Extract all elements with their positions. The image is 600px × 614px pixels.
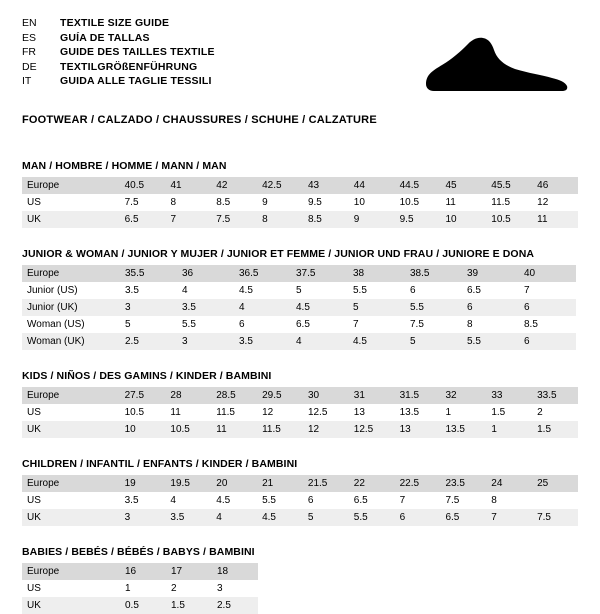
cell: 6.5 — [440, 509, 486, 526]
cell: 21 — [257, 475, 303, 492]
cell: 8.5 — [524, 318, 538, 330]
language-code: DE — [22, 60, 37, 73]
dress-shoe-icon — [382, 32, 572, 96]
row-label: UK — [22, 211, 120, 228]
cell: 9 — [262, 196, 268, 208]
cell: 43 — [303, 177, 349, 194]
table-row — [22, 265, 576, 282]
row-label: US — [27, 406, 41, 418]
cell: 10.5 — [124, 406, 145, 418]
cell: 46 — [532, 177, 578, 194]
table-row — [22, 299, 576, 316]
cell: 8 — [491, 494, 497, 506]
language-title: TEXTILE SIZE GUIDE — [60, 17, 170, 29]
row-label: US — [27, 582, 41, 594]
cell: 40 — [519, 265, 576, 282]
cell: 42.5 — [257, 177, 303, 194]
table-row — [22, 509, 578, 526]
row-label: US — [27, 196, 41, 208]
table-row — [22, 282, 576, 299]
cell: 16 — [120, 563, 166, 580]
row-label: US — [27, 494, 41, 506]
cell: 5.5 — [182, 318, 196, 330]
cell: 6 — [307, 494, 314, 506]
cell: 4.5 — [257, 509, 303, 526]
row-label: Woman (UK) — [22, 333, 120, 350]
cell: 11.5 — [491, 196, 511, 208]
cell: 3 — [177, 333, 234, 350]
cell: 36.5 — [234, 265, 291, 282]
cell: 31 — [349, 387, 395, 404]
cell: 12.5 — [307, 406, 328, 418]
section-man — [22, 160, 578, 228]
cell: 5 — [405, 333, 462, 350]
cell: 44.5 — [395, 177, 441, 194]
cell: 7.5 — [124, 196, 139, 208]
cell: 10.5 — [486, 211, 532, 228]
cell: 33 — [486, 387, 532, 404]
language-row — [22, 16, 215, 31]
cell: 5.5 — [405, 299, 462, 316]
cell: 1.5 — [166, 597, 212, 614]
cell: 39 — [462, 265, 519, 282]
cell: 22 — [349, 475, 395, 492]
cell: 8 — [467, 318, 473, 330]
cell: 2.5 — [120, 333, 177, 350]
cell: 8.5 — [216, 196, 231, 208]
cell: 3.5 — [177, 299, 234, 316]
cell: 1 — [445, 406, 452, 418]
language-code: IT — [22, 75, 32, 87]
cell: 18 — [212, 563, 258, 580]
size-table-junior-woman — [22, 265, 576, 350]
cell: 3.5 — [165, 509, 211, 526]
cell: 4.5 — [348, 333, 405, 350]
section-title: MAN / HOMBRE / HOMME / MANN / MAN — [22, 160, 227, 172]
cell: 19 — [120, 475, 166, 492]
cell: 1.5 — [532, 421, 578, 438]
cell: 4.5 — [239, 284, 253, 296]
cell: 13.5 — [440, 421, 486, 438]
cell: 3.5 — [234, 333, 291, 350]
row-label: Europe — [22, 387, 120, 404]
cell: 29.5 — [257, 387, 303, 404]
cell: 12 — [537, 196, 549, 208]
cell: 6.5 — [120, 211, 166, 228]
table-row — [22, 177, 578, 194]
cell: 4.5 — [291, 299, 348, 316]
cell: 7.5 — [211, 211, 257, 228]
cell: 9 — [349, 211, 395, 228]
size-table-kids — [22, 387, 578, 438]
cell: 10 — [440, 211, 486, 228]
table-row — [22, 475, 578, 492]
document-header — [22, 16, 578, 104]
section-junior-woman — [22, 248, 578, 350]
cell: 7 — [486, 509, 532, 526]
cell: 10.5 — [165, 421, 211, 438]
table-row — [22, 387, 578, 404]
row-label: Europe — [22, 177, 120, 194]
cell: 10 — [353, 196, 365, 208]
cell: 24 — [486, 475, 532, 492]
cell: 1 — [125, 582, 131, 594]
size-table-babies — [22, 563, 258, 614]
cell: 4 — [170, 494, 176, 506]
table-row — [22, 333, 576, 350]
cell: 11 — [445, 196, 456, 208]
cell: 2 — [537, 406, 543, 418]
cell: 3.5 — [125, 284, 139, 296]
cell: 17 — [166, 563, 212, 580]
cell: 5.5 — [262, 494, 276, 506]
cell: 11 — [532, 211, 578, 228]
cell: 12.5 — [349, 421, 395, 438]
section-title: JUNIOR & WOMAN / JUNIOR Y MUJER / JUNIOR ET FEMME / JUNIOR UND FRAU / JUNIORE E DONA — [22, 248, 535, 260]
cell: 41 — [165, 177, 211, 194]
cell: 1 — [486, 421, 532, 438]
cell: 33.5 — [532, 387, 578, 404]
language-code: EN — [22, 17, 37, 29]
cell: 5.5 — [462, 333, 519, 350]
cell: 21.5 — [303, 475, 349, 492]
cell: 30 — [303, 387, 349, 404]
cell: 6.5 — [353, 494, 368, 506]
cell: 44 — [349, 177, 395, 194]
cell: 4 — [211, 509, 257, 526]
language-title-body — [22, 16, 215, 89]
section-title: BABIES / BEBÉS / BÉBÉS / BABYS / BAMBINI — [22, 546, 255, 558]
cell: 6 — [395, 509, 441, 526]
size-table-children — [22, 475, 578, 526]
table-row — [22, 580, 258, 597]
cell: 2.5 — [212, 597, 258, 614]
cell: 38.5 — [405, 265, 462, 282]
cell: 8.5 — [303, 211, 349, 228]
cell: 1.5 — [491, 406, 506, 418]
cell: 6 — [462, 299, 519, 316]
cell: 19.5 — [165, 475, 211, 492]
cell: 8 — [257, 211, 303, 228]
cell: 7.5 — [410, 318, 424, 330]
cell: 3 — [120, 299, 177, 316]
row-label: Europe — [22, 265, 120, 282]
cell: 35.5 — [120, 265, 177, 282]
row-label: Junior (US) — [27, 284, 78, 296]
cell: 5 — [125, 318, 131, 330]
cell: 32 — [440, 387, 486, 404]
cell: 36 — [177, 265, 234, 282]
cell: 42 — [211, 177, 257, 194]
cell: 6 — [239, 318, 245, 330]
language-row — [22, 60, 215, 75]
language-title: GUIDE DES TAILLES TEXTILE — [60, 46, 215, 58]
cell: 4 — [291, 333, 348, 350]
cell: 7 — [353, 318, 359, 330]
cell: 23.5 — [440, 475, 486, 492]
cell: 4.5 — [216, 494, 231, 506]
language-row — [22, 74, 215, 89]
cell: 8 — [170, 196, 177, 208]
row-label: UK — [22, 597, 120, 614]
table-row — [22, 194, 578, 211]
cell: 13.5 — [399, 406, 420, 418]
cell: 7 — [399, 494, 406, 506]
cell: 37.5 — [291, 265, 348, 282]
size-table-body — [22, 177, 578, 228]
cell: 25 — [532, 475, 578, 492]
cell: 6.5 — [467, 284, 481, 296]
cell: 4 — [182, 284, 188, 296]
category-title: FOOTWEAR / CALZADO / CHAUSSURES / SCHUHE / CALZATURE — [22, 114, 377, 126]
cell: 10.5 — [399, 196, 420, 208]
cell: 38 — [348, 265, 405, 282]
cell: 4 — [234, 299, 291, 316]
table-row — [22, 404, 578, 421]
size-table-body — [22, 387, 578, 438]
cell: 6 — [410, 284, 416, 296]
table-row — [22, 563, 258, 580]
cell: 7.5 — [532, 509, 578, 526]
section-title: CHILDREN / INFANTIL / ENFANTS / KINDER / BAMBINI — [22, 458, 298, 470]
cell: 10 — [120, 421, 166, 438]
cell: 5.5 — [349, 509, 395, 526]
language-title-table — [22, 16, 215, 89]
row-label: Woman (US) — [27, 318, 85, 330]
section-babies — [22, 546, 578, 614]
cell: 7.5 — [445, 494, 460, 506]
cell: 0.5 — [120, 597, 166, 614]
row-label: Europe — [22, 563, 120, 580]
cell: 11 — [211, 421, 257, 438]
cell: 11 — [170, 406, 181, 418]
cell: 45 — [440, 177, 486, 194]
cell: 6 — [519, 333, 576, 350]
cell: 9.5 — [395, 211, 441, 228]
language-code: FR — [22, 46, 36, 58]
table-row — [22, 421, 578, 438]
cell: 3 — [217, 582, 223, 594]
language-row — [22, 45, 215, 60]
cell: 7 — [524, 284, 530, 296]
cell: 11.5 — [257, 421, 303, 438]
cell: 6 — [519, 299, 576, 316]
cell: 45.5 — [486, 177, 532, 194]
cell: 5.5 — [353, 284, 367, 296]
cell: 5 — [348, 299, 405, 316]
size-table-body — [22, 563, 258, 614]
table-row — [22, 211, 578, 228]
cell: 3.5 — [124, 494, 139, 506]
cell: 27.5 — [120, 387, 166, 404]
cell: 28.5 — [211, 387, 257, 404]
table-row — [22, 316, 576, 333]
cell: 22.5 — [395, 475, 441, 492]
row-label: Europe — [22, 475, 120, 492]
section-kids — [22, 370, 578, 438]
cell: 11.5 — [216, 406, 235, 418]
size-table-man — [22, 177, 578, 228]
size-table-body — [22, 475, 578, 526]
size-table-body — [22, 265, 576, 350]
row-label: Junior (UK) — [22, 299, 120, 316]
language-title: GUÍA DE TALLAS — [60, 31, 150, 44]
cell: 28 — [165, 387, 211, 404]
cell: 12 — [303, 421, 349, 438]
cell: 5 — [303, 509, 349, 526]
cell: 20 — [211, 475, 257, 492]
language-title: GUIDA ALLE TAGLIE TESSILI — [60, 75, 212, 87]
cell: 3 — [120, 509, 166, 526]
cell: 13 — [395, 421, 441, 438]
table-row — [22, 492, 578, 509]
cell: 2 — [171, 582, 177, 594]
cell: 13 — [353, 406, 365, 418]
cell: 9.5 — [307, 196, 322, 208]
cell: 12 — [262, 406, 274, 418]
language-title: TEXTILGRÖßENFÜHRUNG — [60, 60, 198, 73]
cell: 5 — [296, 284, 302, 296]
cell: 31.5 — [395, 387, 441, 404]
row-label: UK — [22, 421, 120, 438]
cell — [532, 492, 578, 509]
cell: 7 — [165, 211, 211, 228]
section-title: KIDS / NIÑOS / DES GAMINS / KINDER / BAMBINI — [22, 370, 272, 382]
cell: 6.5 — [296, 318, 310, 330]
row-label: UK — [22, 509, 120, 526]
language-code: ES — [22, 31, 37, 44]
section-children — [22, 458, 578, 526]
language-row — [22, 31, 215, 46]
cell: 40.5 — [120, 177, 166, 194]
